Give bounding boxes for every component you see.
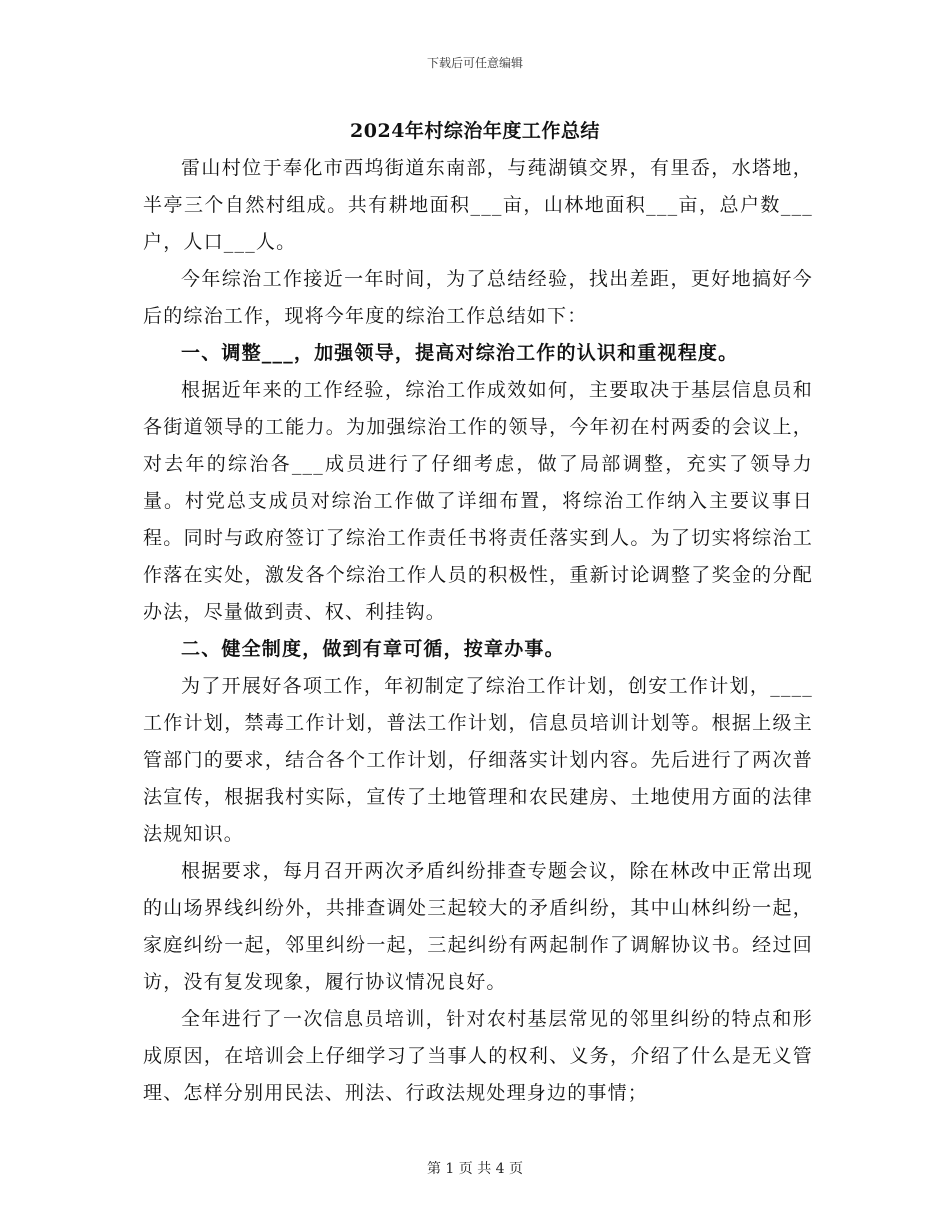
paragraph: 根据近年来的工作经验，综治工作成效如何，主要取决于基层信息员和各街道领导的工能力。为加强综治工作的领导，今年初在村两委的会议上，对去年的综治各___成员进行了仔细考虑，做了局部调整，充实了领导力量。村党总支成员对综治工作做了详细布置，将综治工作纳入主要议事日程。同时与政府签订了综治工作责任书将责任落实到人。为了切实将综治工作落在实处，激发各个综治工作人员的积极性，重新讨论调整了奖金的分配办法，尽量做到责、权、利挂钩。 xyxy=(143,379,813,623)
paragraph: 根据要求，每月召开两次矛盾纠纷排查专题会议，除在林改中正常出现的山场界线纠纷外，共排查调处三起较大的矛盾纠纷，其中山林纠纷一起，家庭纠纷一起，邻里纠纷一起，三起纠纷有两起制作了调解协议书。经过回访，没有复发现象，履行协议情况良好。 xyxy=(143,860,813,993)
paragraph: 全年进行了一次信息员培训，针对农村基层常见的邻里纠纷的特点和形成原因，在培训会上仔细学习了当事人的权利、义务，介绍了什么是无义管理、怎样分别用民法、刑法、行政法规处理身边的事情； xyxy=(143,1008,813,1104)
paragraph: 雷山村位于奉化市西坞街道东南部，与莼湖镇交界，有里岙，水塔地，半亭三个自然村组成。共有耕地面积___亩，山林地面积___亩，总户数___户，人口___人。 xyxy=(143,157,813,253)
section-heading: 二、健全制度，做到有章可循，按章办事。 xyxy=(181,638,565,660)
paragraph: 为了开展好各项工作，年初制定了综治工作计划，创安工作计划，____工作计划，禁毒工作计划，普法工作计划，信息员培训计划等。根据上级主管部门的要求，结合各个工作计划，仔细落实计划内容。先后进行了两次普法宣传，根据我村实际，宣传了土地管理和农民建房、土地使用方面的法律法规知识。 xyxy=(143,675,813,845)
document-title: 2024年村综治年度工作总结 xyxy=(350,120,600,142)
page-header-note: 下载后可任意编辑 xyxy=(426,56,523,70)
section-heading: 一、调整___，加强领导，提高对综治工作的认识和重视程度。 xyxy=(181,342,739,364)
page-number-footer: 第 1 页 共 4 页 xyxy=(426,1161,524,1177)
paragraph: 今年综治工作接近一年时间，为了总结经验，找出差距，更好地搞好今后的综治工作，现将今年度的综治工作总结如下： xyxy=(143,268,813,327)
document-body xyxy=(143,150,813,1112)
